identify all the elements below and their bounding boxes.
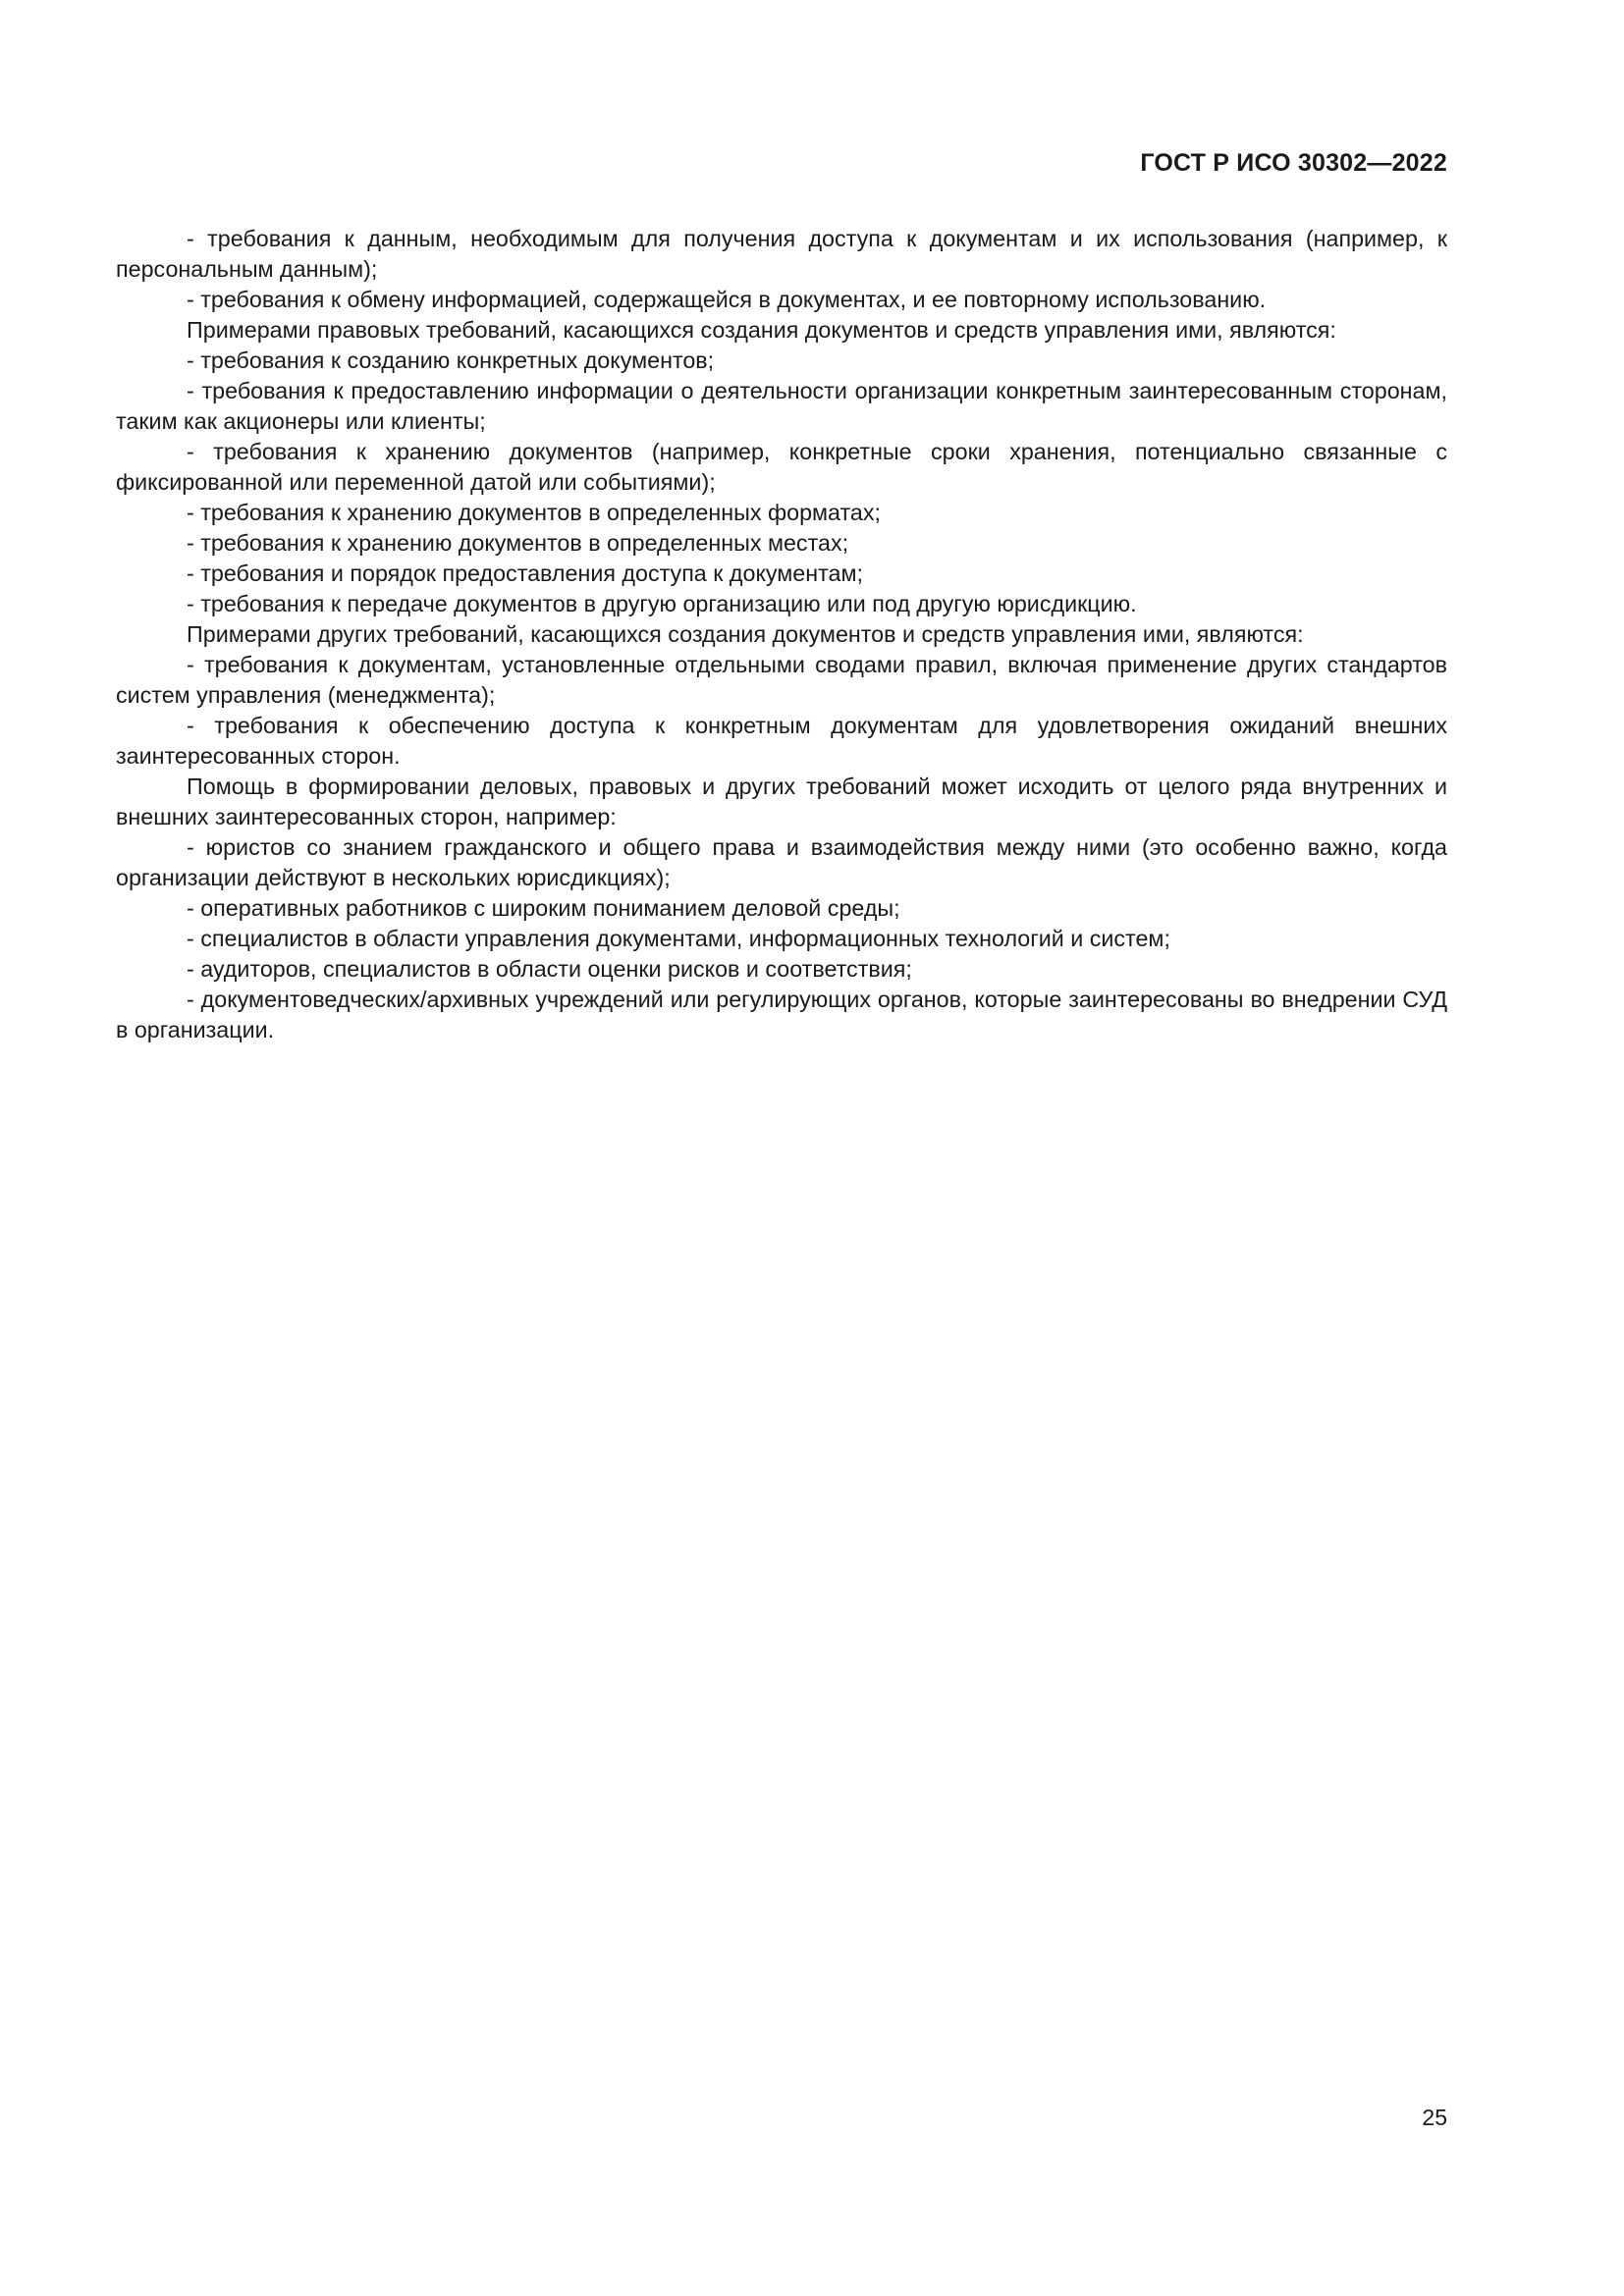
paragraph-10: - требования к передаче документов в другую организацию или под другую юрисдикцию. bbox=[187, 591, 1137, 616]
paragraph-11: Примерами других требований, касающихся создания документов и средств управления ими, являются: bbox=[187, 621, 1304, 647]
paragraph-19: - документоведческих/архивных учреждений или регулирующих органов, которые заинтересованы во внедрении СУД в организации. bbox=[116, 987, 1447, 1042]
paragraph-13: - требования к обеспечению доступа к конкретным документам для удовлетворения ожиданий внешних заинтересованных сторон. bbox=[116, 713, 1447, 769]
paragraph-8: - требования к хранению документов в определенных местах; bbox=[187, 530, 849, 556]
paragraph-1: - требования к данным, необходимым для получения доступа к документам и их использования (например, к персональным данным); bbox=[116, 226, 1447, 282]
paragraph-17: - специалистов в области управления документами, информационных технологий и систем; bbox=[187, 926, 1170, 951]
paragraph-15: - юристов со знанием гражданского и общего права и взаимодействия между ними (это особенно важно, когда организации действуют в нескольких юрисдикциях); bbox=[116, 834, 1447, 890]
paragraph-18: - аудиторов, специалистов в области оценки рисков и соответствия; bbox=[187, 956, 912, 982]
paragraph-7: - требования к хранению документов в определенных форматах; bbox=[187, 500, 881, 525]
paragraph-14: Помощь в формировании деловых, правовых и других требований может исходить от целого ряда внутренних и внешних заинтересованных сторон, например: bbox=[116, 774, 1447, 829]
paragraph-6: - требования к хранению документов (например, конкретные сроки хранения, потенциально связанные с фиксированной или переменной датой или событиями); bbox=[116, 439, 1447, 495]
paragraph-4: - требования к созданию конкретных документов; bbox=[187, 347, 715, 373]
paragraph-2: - требования к обмену информацией, содержащейся в документах, и ее повторному использованию. bbox=[187, 287, 1267, 312]
document-body bbox=[116, 224, 1447, 1045]
paragraph-16: - оперативных работников с широким пониманием деловой среды; bbox=[187, 895, 900, 921]
page-number: 25 bbox=[1422, 2105, 1447, 2130]
paragraph-9: - требования и порядок предоставления доступа к документам; bbox=[187, 561, 863, 586]
paragraph-12: - требования к документам, установленные отдельными сводами правил, включая применение других стандартов систем управления (менеджмента); bbox=[116, 652, 1447, 708]
paragraph-5: - требования к предоставлению информации о деятельности организации конкретным заинтересованным сторонам, таким как акционеры или клиенты; bbox=[116, 378, 1447, 434]
document-header-title: ГОСТ Р ИСО 30302—2022 bbox=[1140, 149, 1447, 177]
paragraph-3: Примерами правовых требований, касающихся создания документов и средств управления ими, являются: bbox=[187, 317, 1336, 343]
